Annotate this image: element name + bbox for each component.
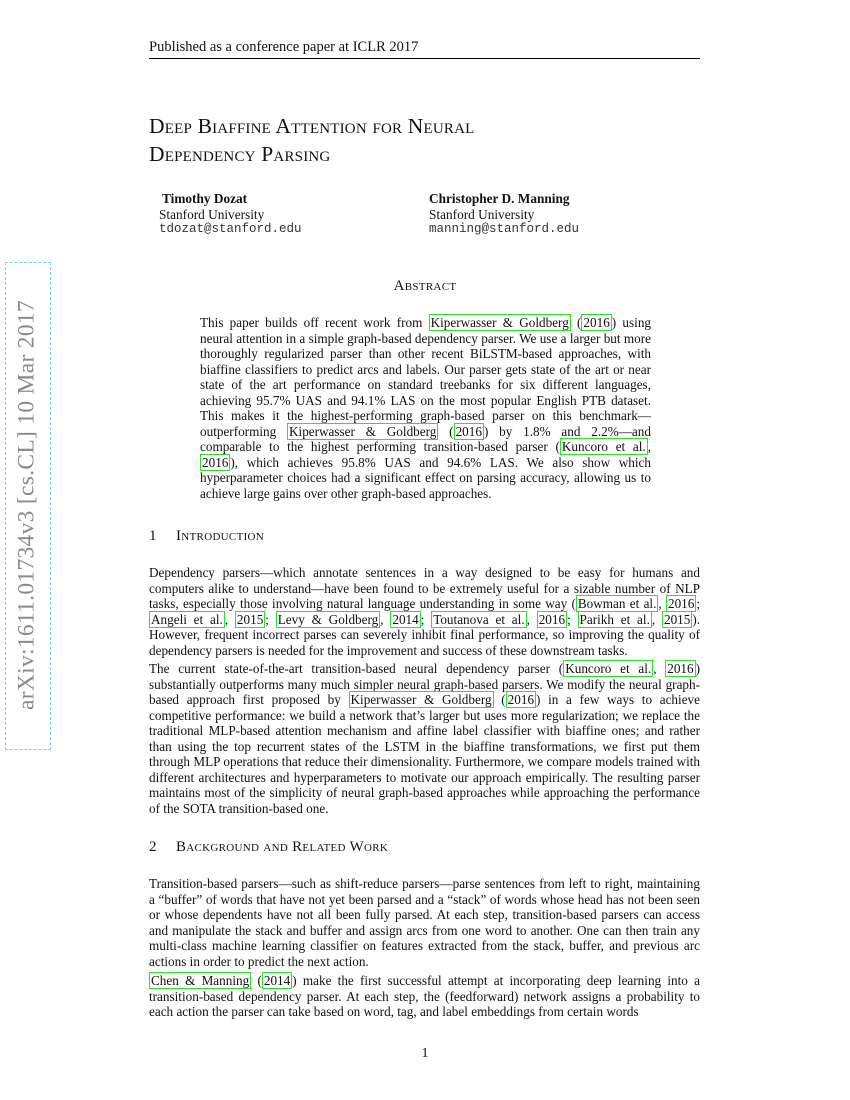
section-title: Background and Related Work <box>176 839 389 855</box>
paragraph-text: ). However, frequent incorrect parses can severely inhibit final performance, so improving the quality of dependency parsers is needed for the improvement and success of these downstream tasks. <box>149 611 701 658</box>
section-number: 2 <box>149 839 157 855</box>
citation-year-link[interactable]: 2016 <box>202 454 229 470</box>
citation-year-link[interactable]: 2016 <box>583 315 610 330</box>
citation-year-link[interactable]: 2016 <box>507 692 535 708</box>
citation-year-link[interactable]: 2016 <box>538 611 566 627</box>
citation-year-link[interactable]: 2016 <box>455 423 482 439</box>
author-block-2 <box>429 191 579 238</box>
citation-link[interactable]: Kiperwasser & Goldberg <box>430 315 569 330</box>
citation-link[interactable]: Kuncoro et al. <box>565 661 652 676</box>
paper-title <box>149 112 700 168</box>
citation-link[interactable]: Kuncoro et al. <box>561 439 646 455</box>
citation-year-link[interactable]: 2015 <box>663 611 691 627</box>
citation-link[interactable]: Kiperwasser & Goldberg <box>350 692 492 708</box>
author-name: Timothy Dozat <box>162 191 248 206</box>
author-affiliation: Stanford University <box>159 206 265 222</box>
abstract-heading: Abstract <box>393 278 457 294</box>
abstract-body: This paper builds off recent work from Kiperwasser & Goldberg ( 2016 ) using neural attention in a simple graph-based dependency parser. We use a larger but more thoroughly regularized parser than other recent BiLSTM-based approaches, with biaffine classifiers to predict arcs and labels. Our parser gets state of the art or near state of the art performance on standard treebanks for six different languages, achieving 95.7% UAS and 94.1% LAS on the most popular English PTB dataset. This makes it the highest-performing graph-based parser on this benchmark—outperforming Kiperwasser & Goldberg ( 2016 ) by 1.8% and 2.2%—and comparable to the highest performing transition-based parser ( Kuncoro et al. , 2016 ), which achieves 95.8% UAS and 94.6% LAS. We also show which hyperparameter choices had a significant effect on parsing accuracy, allowing us to achieve large gains over other graph-based approaches. <box>200 315 652 502</box>
abstract-text: ), which achieves 95.8% UAS and 94.6% LAS. We also show which hyperparameter choices had a significant effect on parsing accuracy, allowing us to achieve large gains over other graph-based approaches. <box>200 454 651 502</box>
running-header: Published as a conference paper at ICLR 2017 <box>149 38 700 59</box>
background-paragraph-1: Transition-based parsers—such as shift-reduce parsers—parse sentences from left to right, maintaining a “buffer” of words that have not yet been parsed and a “stack” of words whose head has not been seen or whose dependents have not all been fully parsed. At each step, transition-based parsers can access and manipulate the stack and buffer and assign arcs from one word to another. One can then train any multi-class machine learning classifier on features extracted from the stack, buffer, and previous arc actions in order to predict the next action. <box>149 876 700 969</box>
author-email[interactable]: manning@stanford.edu <box>429 222 580 237</box>
citation-year-link[interactable]: 2015 <box>236 611 264 627</box>
author-block-1 <box>159 191 302 238</box>
arxiv-watermark[interactable] <box>3 262 55 750</box>
abstract-text: This paper builds off recent work from <box>200 315 429 330</box>
abstract-text: by 1.8% and 2.2%—and comparable to the highest performing transition-based parser ( <box>200 423 651 455</box>
paragraph-text: make the first successful attempt at incorporating deep learning into a transition-based dependency parser. At each step, the (feedforward) network assigns a probability to each action the parser can take based on word, tag, and label embeddings from certain words <box>149 973 700 1020</box>
citation-year-link[interactable]: 2016 <box>667 661 694 676</box>
citation-link[interactable]: Parikh et al. <box>579 611 650 627</box>
section-1-heading <box>149 528 264 545</box>
citation-link[interactable]: Angeli et al. <box>151 611 223 627</box>
paragraph-text: in a few ways to achieve competitive performance: we build a network that’s larger but uses more regularization; we replace the traditional MLP-based attention mechanism and affine label classifier with biaffine ones; and rather than using the top recurrent states of the LSTM in the biaffine transformations, we first put them through MLP operations that reduce their dimensionality. Furthermore, we compare models trained with different architectures and hyperparameters to motivate our approach empirically. The resulting parser maintains most of the simplicity of neural graph-based approaches while approaching the performance of the SOTA transition-based one. <box>149 692 700 816</box>
author-email[interactable]: tdozat@stanford.edu <box>159 222 302 237</box>
citation-link[interactable]: Chen & Manning <box>151 973 250 988</box>
citation-link[interactable]: Levy & Goldberg <box>277 611 379 627</box>
title-line-1: Deep Biaffine Attention for Neural <box>149 114 475 138</box>
intro-paragraph-2: The current state-of-the-art transition-based neural dependency parser ( Kuncoro et al. , 2016 ) substantially outperforms many much simpler neural graph-based parsers. We modify the neural graph-based approach first proposed by Kiperwasser & Goldberg ( 2016 ) in a few ways to achieve competitive performance: we build a network that’s larger but uses more regularization; we replace the traditional MLP-based attention mechanism and affine label classifier with biaffine ones; and rather than using the top recurrent states of the LSTM in the biaffine transformations, we first put them through MLP operations that reduce their dimensionality. Furthermore, we compare models trained with different architectures and hyperparameters to motivate our approach empirically. The resulting parser maintains most of the simplicity of neural graph-based approaches while approaching the performance of the SOTA transition-based one. <box>149 661 701 816</box>
citation-year-link[interactable]: 2014 <box>392 611 419 627</box>
paragraph-text: Dependency parsers—which annotate sentences in a way designed to be easy for humans and computers alike to understand—have been found to be extremely useful for a sizable number of NLP tasks, especially those involving natural language understanding in some way ( <box>149 565 700 612</box>
paragraph-text: The current state-of-the-art transition-based neural dependency parser ( <box>149 661 564 676</box>
arxiv-identifier[interactable]: arXiv:1611.01734v3 [cs.CL] 10 Mar 2017 <box>13 300 40 710</box>
section-number: 1 <box>149 528 157 544</box>
author-affiliation: Stanford University <box>429 206 535 222</box>
citation-link[interactable]: Toutanova et al. <box>433 611 525 627</box>
citation-year-link[interactable]: 2014 <box>263 973 291 988</box>
title-line-2: Dependency Parsing <box>149 142 331 166</box>
paragraph-text: ) substantially outperforms many much simpler neural graph-based parsers. We modify the neural graph-based approach first proposed by <box>149 661 701 708</box>
intro-paragraph-1: Dependency parsers—which annotate sentences in a way designed to be easy for humans and computers alike to understand—have been found to be extremely useful for a sizable number of NLP tasks, especially those involving natural language understanding in some way ( Bowman et al. , 2016 ; Angeli et al. , 2015 ; Levy & Goldberg , 2014 ; Toutanova et al. , 2016 ; Parikh et al. , 2015 ). However, frequent incorrect parses can severely inhibit final performance, so improving the quality of dependency parsers is needed for the improvement and success of these downstream tasks. <box>149 565 701 658</box>
abstract-text: using neural attention in a simple graph-based dependency parser. We use a larger but more thoroughly regularized parser than other recent BiLSTM-based approaches, with biaffine classifiers to predict arcs and labels. Our parser gets state of the art or near state of the art performance on standard treebanks for six different languages, achieving 95.7% UAS and 94.1% LAS on the most popular English PTB dataset. This makes it the highest-performing graph-based parser on this benchmark—outperforming <box>200 315 652 439</box>
author-name: Christopher D. Manning <box>429 191 570 206</box>
citation-link[interactable]: Kiperwasser & Goldberg <box>289 423 437 439</box>
citation-link[interactable]: Bowman et al. <box>577 596 657 612</box>
section-2-heading <box>149 839 388 856</box>
page-number: 1 <box>421 1046 429 1061</box>
citation-year-link[interactable]: 2016 <box>667 596 695 612</box>
section-title: Introduction <box>176 528 265 544</box>
background-paragraph-2: Chen & Manning ( 2014 ) make the first successful attempt at incorporating deep learning into a transition-based dependency parser. At each step, the (feedforward) network assigns a probability to each action the parser can take based on word, tag, and label embeddings from certain words <box>149 973 700 1020</box>
